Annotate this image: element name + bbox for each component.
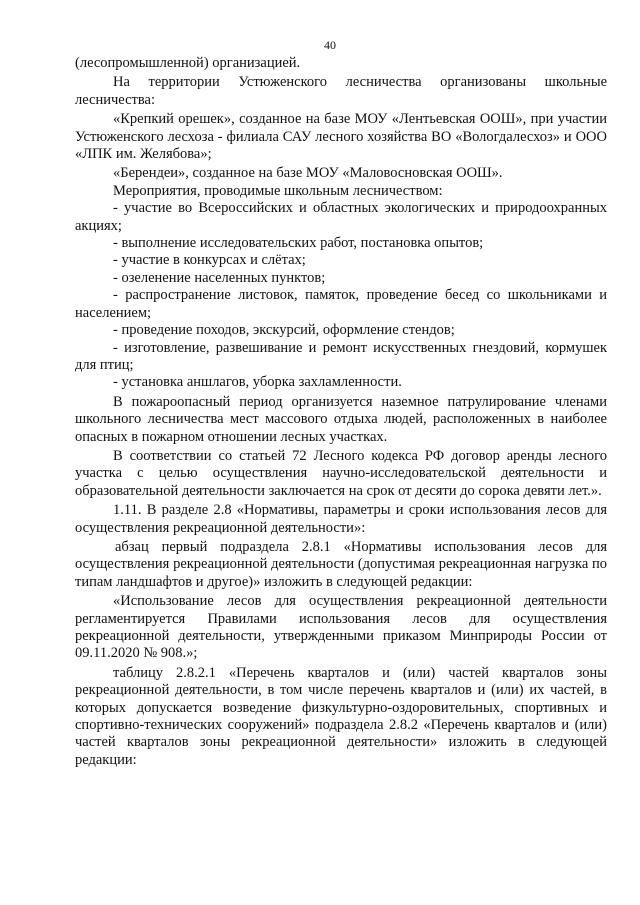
list-item-6: - проведение походов, экскурсий, оформление стендов;	[113, 322, 455, 339]
paragraph-8: 1.11. В разделе 2.8 «Нормативы, параметры и сроки использования лесов для осуществления рекреационной деятельности»:	[75, 502, 607, 536]
paragraph-9: абзац первый подраздела 2.8.1 «Нормативы использования лесов для осуществления рекреационной деятельности (допустимая рекреационная нагрузка по типам ландшафтов и другое)» изложить в следующей редакции:	[75, 538, 607, 590]
paragraph-7: В соответствии со статьей 72 Лесного кодекса РФ договор аренды лесного участка с целью осуществления научно-исследовательской деятельности и образовательной деятельности заключается на срок от десяти до сорока девяти лет.».	[75, 447, 607, 499]
paragraph-6: В пожароопасный период организуется наземное патрулирование членами школьного лесничества мест массового отдыха людей, расположенных в наиболее опасных в пожарном отношении лесных участках.	[75, 393, 607, 445]
paragraph-5: Мероприятия, проводимые школьным лесничеством:	[113, 182, 443, 199]
document-body	[75, 38, 607, 769]
paragraph-11: таблицу 2.8.2.1 «Перечень кварталов и (или) частей кварталов зоны рекреационной деятельности, в том числе перечень кварталов и (или) их частей, в которых допускается возведение физкультурно-оздоровительных, спортивных и спортивно-технических сооружений» подраздела 2.8.2 «Перечень кварталов и (или) частей кварталов зоны рекреационной деятельности» изложить в следующей редакции:	[75, 664, 607, 768]
list-item-3: - участие в конкурсах и слётах;	[113, 252, 306, 269]
paragraph-4: «Берендеи», созданное на базе МОУ «Маловосновская ООШ».	[113, 165, 503, 182]
list-item-5: - распространение листовок, памяток, проведение бесед со школьниками и населением;	[75, 287, 607, 321]
list-item-7: - изготовление, развешивание и ремонт искусственных гнездовий, кормушек для птиц;	[75, 339, 607, 373]
list-item-1: - участие во Всероссийских и областных экологических и природоохранных акциях;	[75, 200, 607, 234]
paragraph-2: На территории Устюженского лесничества организованы школьные лесничества:	[75, 74, 607, 108]
list-item-4: - озеленение населенных пунктов;	[113, 269, 326, 286]
list-item-2: - выполнение исследовательских работ, постановка опытов;	[113, 235, 484, 252]
paragraph-3: «Крепкий орешек», созданное на базе МОУ «Лентьевская ООШ», при участии Устюженского лесхоза - филиала САУ лесного хозяйства ВО «Вологдалесхоз» и ООО «ЛПК им. Желябова»;	[75, 111, 607, 163]
page-number: 40	[324, 38, 336, 52]
paragraph-1: (лесопромышленной) организацией.	[75, 55, 301, 71]
paragraph-10: «Использование лесов для осуществления рекреационной деятельности регламентируется Правилами использования лесов для осуществления рекреационной деятельности, утвержденными приказом Минприроды России от 09.11.2020 № 908.»;	[75, 593, 607, 662]
list-item-8: - установка аншлагов, уборка захламленности.	[113, 374, 402, 391]
